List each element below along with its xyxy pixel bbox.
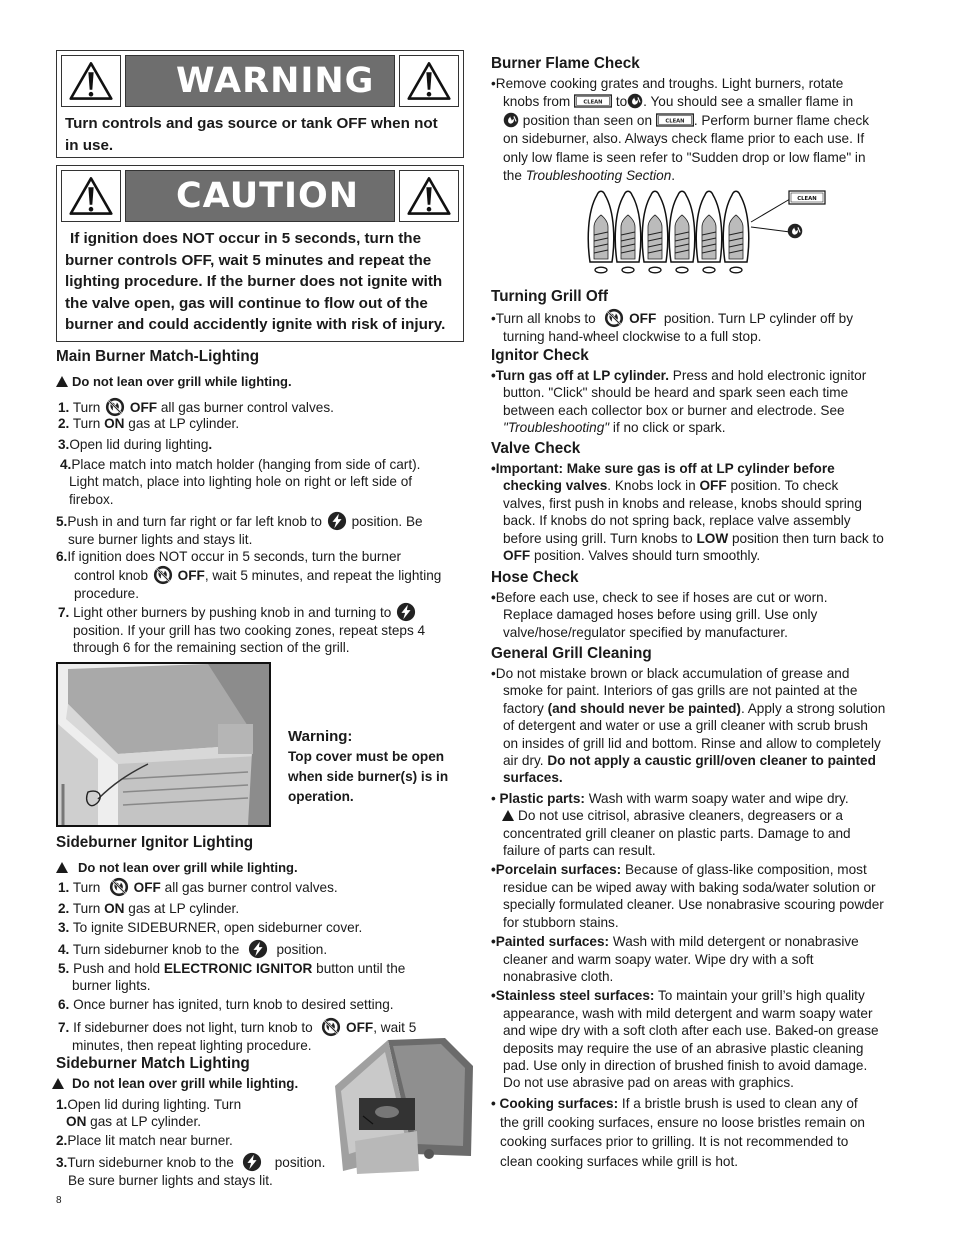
flame-icon (588, 191, 613, 273)
flame-icon (669, 191, 694, 273)
text-line: nonabrasive cloth. (503, 968, 614, 984)
ignitor-step-5 (58, 960, 462, 995)
text-span: Because of glass-like composition, most (624, 862, 867, 878)
photo-warning-line: when side burner(s) is in (288, 769, 449, 784)
text-span: Before each use, check to see if hoses are cut or worn. (495, 590, 828, 605)
step-text: OFF (133, 880, 161, 895)
text-line (491, 807, 911, 824)
ignite-icon (241, 1152, 263, 1172)
main-step-5 (56, 511, 460, 548)
text-line (491, 752, 911, 769)
text-span: . Knobs lock in (607, 478, 696, 494)
photo-warning-line: Top cover must be open (288, 749, 445, 764)
text-line: turning hand-wheel clockwise to a full stop. (503, 329, 762, 344)
step-number: 3. (58, 437, 70, 452)
text-line (491, 547, 911, 564)
text-span: Press and hold electronic ignitor (672, 368, 867, 383)
step-text: Turn sideburner knob to the (72, 942, 240, 957)
match-step-3 (56, 1152, 325, 1189)
step-text: sure burner lights and stays lit. (68, 532, 253, 547)
step-text: Turn sideburner knob to the (67, 1155, 234, 1170)
text-span: checking valves (503, 478, 608, 494)
step-number: 4. (58, 942, 70, 957)
sideburner-ignitor-heading: Sideburner Ignitor Lighting (56, 834, 254, 851)
step-text: all gas burner control valves. (164, 880, 338, 895)
text-line: appearance, wash with mild detergent and warm soapy water (503, 1005, 873, 1021)
main-step-1 (58, 397, 334, 417)
step-number: 1. (58, 400, 70, 415)
main-burner-note (56, 373, 292, 390)
text-span: •Turn all knobs to (491, 311, 596, 326)
text-line: Do not use abrasive pad on areas with graphics. (503, 1075, 794, 1091)
text-line: only low flame is seen refer to "Sudden drop or low flame" in (503, 149, 866, 165)
text-span: . Perform burner flame check (693, 112, 870, 128)
step-text: To ignite SIDEBURNER, open sideburner cover. (72, 920, 363, 935)
text-line (491, 987, 911, 1004)
note-text: Do not lean over grill while lighting. (72, 374, 292, 389)
step-number: 3. (56, 1155, 68, 1170)
text-span: Plastic parts: (499, 790, 585, 806)
text-span: • Cooking surfaces: (491, 1095, 619, 1111)
low-flame-icon (503, 112, 519, 128)
text-span: position. Turn LP cylinder off by (663, 311, 854, 326)
text-line (491, 589, 911, 606)
step-text: burner lights. (72, 978, 151, 994)
text-line (491, 112, 911, 129)
step-text: Be sure burner lights and stays lit. (68, 1173, 273, 1188)
step-text: control knob (74, 568, 149, 584)
low-flame-icon (627, 93, 643, 109)
ignitor-step-6 (58, 996, 394, 1013)
step-text: ON (66, 1114, 87, 1130)
text-span: to (615, 94, 628, 110)
text-span: before using grill. Turn knobs to (503, 530, 693, 546)
text-line (491, 790, 911, 807)
text-line: smoke for paint. Interiors of gas grills are not painted at the (503, 683, 858, 699)
text-line: the grill cooking surfaces, ensure no loose bristles remain on (500, 1114, 865, 1130)
step-text: Place match into match holder (hanging from side of cart). (71, 457, 421, 472)
ignitor-step-4 (58, 939, 327, 959)
sideburner-image (333, 1036, 476, 1176)
clean-knob-icon (656, 113, 694, 127)
text-span: . Apply a strong solution (740, 700, 886, 716)
text-line (491, 1094, 911, 1113)
step-number: 7. (58, 605, 70, 620)
text-span: Do not apply a caustic grill/oven cleaner to painted (547, 753, 876, 769)
step-text: Once burner has ignited, turn knob to desired setting. (73, 997, 394, 1012)
step-number: 6. (56, 549, 68, 564)
step-text: , wait 5 minutes, and repeat the lighting (204, 568, 442, 584)
text-line: the Troubleshooting Section. (503, 168, 676, 184)
warning-triangle-icon (56, 376, 68, 387)
step-text: Turn (72, 880, 101, 895)
ignitor-check-text (491, 367, 911, 437)
ignite-icon (395, 602, 417, 622)
step-text: position. If your grill has two cooking zones, repeat steps 4 (73, 623, 426, 638)
caution-box (56, 165, 464, 342)
step-number: 5. (56, 514, 68, 529)
text-line (491, 367, 911, 384)
text-span: position. Valves should turn smoothly. (530, 548, 761, 564)
match-step-2 (56, 1132, 233, 1149)
warning-box (56, 50, 464, 158)
step-text: all gas burner control valves. (160, 400, 334, 415)
text-line: concentrated grill cleaner on plastic parts. Damage to and (503, 825, 851, 841)
step-number: 7. (58, 1020, 70, 1035)
main-step-2 (58, 415, 239, 432)
text-span: OFF (503, 548, 531, 564)
main-step-4 (60, 456, 460, 508)
text-span: LOW (696, 530, 729, 546)
text-span: "Troubleshooting" (503, 420, 610, 436)
text-span: To maintain your grill’s high quality (657, 988, 865, 1004)
page-number: 8 (56, 1195, 62, 1206)
step-text: , wait 5 (373, 1020, 417, 1035)
text-line: clean cooking surfaces while grill is hot. (500, 1153, 739, 1169)
clean-knob-icon (789, 191, 825, 204)
text-line: valve/hose/regulator specified by manufacturer. (503, 624, 788, 640)
text-span: (and should never be painted) (547, 700, 741, 716)
warning-triangle-icon (61, 55, 121, 107)
ignitor-step-2 (58, 900, 239, 917)
step-number: 2. (58, 416, 70, 431)
step-text: Turn (72, 400, 101, 415)
ignitor-step-1 (58, 877, 338, 897)
text-line (491, 933, 911, 950)
text-span: position than seen on (522, 112, 653, 128)
step-text: button until the (316, 961, 406, 976)
text-line (491, 93, 911, 110)
text-line: surfaces. (503, 770, 563, 786)
text-span: • (491, 790, 500, 806)
main-burner-heading: Main Burner Match-Lighting (56, 348, 260, 365)
step-number: 1. (56, 1097, 68, 1112)
step-text: OFF (129, 400, 158, 415)
step-text: Light other burners by pushing knob in and turning to (73, 605, 392, 620)
text-line: specially formulated cleaner. Use nonabrasive scouring powder (503, 897, 884, 913)
step-number: 1. (58, 880, 70, 895)
step-number: 6. (58, 997, 70, 1012)
text-line (491, 861, 911, 878)
text-span: Troubleshooting Section (525, 168, 672, 184)
step-text: Push in and turn far right or far left knob to (67, 514, 322, 529)
text-span: •Porcelain surfaces: (491, 862, 622, 878)
sideburner-match-heading: Sideburner Match Lighting (56, 1055, 250, 1072)
knob-off-icon (108, 877, 130, 897)
text-span: . You should see a smaller flame in (643, 94, 854, 110)
text-span: Wash with mild detergent or nonabrasive (612, 934, 859, 950)
knob-off-icon (320, 1017, 342, 1037)
caution-triangle-icon (61, 170, 121, 222)
step-text: position. (274, 1155, 326, 1170)
text-span: factory (503, 700, 544, 716)
warning-triangle-icon (56, 862, 68, 873)
burner-flame-heading: Burner Flame Check (491, 55, 640, 72)
text-span: • (491, 590, 496, 605)
text-line: •Important: Make sure gas is off at LP cylinder before (491, 461, 835, 476)
text-line: valves, first push in knobs and release, knobs should spring (503, 495, 862, 511)
ignite-icon (326, 511, 348, 531)
text-line (491, 477, 911, 494)
text-line: cooking surfaces prior to grilling. It is not recommended to (500, 1134, 849, 1150)
text-line: on sideburner, also. Always check flame prior to each use. If (503, 131, 865, 147)
warning-banner-row (61, 55, 459, 107)
caution-title: CAUTION (176, 176, 360, 216)
text-span: knobs from (503, 94, 571, 110)
text-span: position then turn back to (731, 530, 884, 546)
cleaning-text (491, 665, 911, 1171)
step-text: Place lit match near burner. (67, 1133, 233, 1148)
caution-text: If ignition does NOT occur in 5 seconds, turn the burner controls OFF, wait 5 minutes and repeat the lighting procedure. If the burner does not ignite with the valve open, gas will continue to flow out of the burner and could accidently ignite with risk of injury. (65, 230, 446, 333)
text-line: back. If knobs do not spring back, replace valve assembly (503, 513, 851, 529)
text-line (491, 419, 911, 436)
ignitor-step-3 (58, 919, 362, 936)
text-line: •Remove cooking grates and troughs. Light burners, rotate (491, 76, 844, 91)
text-line: and wipe dry with a soft cloth after each use. Baked-on grease (503, 1023, 879, 1039)
grill-photo (56, 662, 271, 827)
step-text: gas at LP cylinder. (128, 901, 240, 916)
sideburner-match-note (52, 1075, 298, 1092)
flame-icon (615, 191, 640, 273)
step-text: ON (104, 901, 125, 916)
step-text: firebox. (69, 491, 114, 507)
step-number: 2. (58, 901, 70, 916)
step-text: through 6 for the remaining section of the grill. (73, 640, 350, 656)
main-step-7 (58, 602, 462, 657)
flame-icon (696, 191, 721, 273)
step-text: OFF (177, 568, 205, 584)
step-text: If ignition does NOT occur in 5 seconds, turn the burner (67, 549, 402, 564)
low-flame-icon (788, 224, 803, 239)
step-text: position. Be (351, 514, 423, 529)
text-line: on insides of grill lid and bottom. Rinse and allow to completely (503, 735, 881, 751)
step-number: 2. (56, 1133, 68, 1148)
warning-triangle-icon (399, 55, 459, 107)
hose-check-text (491, 589, 911, 641)
text-span: position. To check (730, 478, 839, 494)
warning-triangle-icon (52, 1078, 64, 1089)
warning-triangle-icon (502, 810, 514, 821)
text-span: if no click or spark. (612, 420, 726, 436)
text-line (491, 308, 911, 328)
text-line: failure of parts can result. (503, 843, 656, 859)
text-span: If a bristle brush is used to clean any of (621, 1095, 858, 1111)
step-text: procedure. (74, 586, 139, 602)
photo-warning-line: operation. (288, 789, 354, 804)
step-text: gas at LP cylinder. (128, 416, 240, 431)
turning-off-heading: Turning Grill Off (491, 288, 608, 305)
knob-off-icon (152, 565, 174, 585)
valve-check-heading: Valve Check (491, 440, 581, 457)
text-line: of detergent and water or use a grill cleaner with scrub brush (503, 718, 868, 734)
text-line: residue can be wiped away with baking soda/water solution or (503, 879, 876, 895)
clean-knob-icon (574, 94, 612, 108)
ignite-icon (247, 939, 269, 959)
flame-icon (642, 191, 667, 273)
step-number: 3. (58, 920, 70, 935)
step-text: Turn (72, 901, 101, 916)
hose-check-heading: Hose Check (491, 569, 579, 586)
clean-label: CLEAN (797, 196, 817, 203)
text-line (491, 700, 911, 717)
text-span: OFF (629, 311, 657, 326)
step-text: ELECTRONIC IGNITOR (163, 961, 313, 976)
step-text: OFF (346, 1020, 374, 1035)
photo-warning-title: Warning: (288, 728, 353, 745)
note-text: Do not lean over grill while lighting. (72, 1076, 299, 1091)
warning-text: Turn controls and gas source or tank OFF when not in use. (65, 115, 438, 154)
main-step-3: 3.Open lid during lighting. (58, 437, 213, 452)
text-span: OFF (699, 478, 727, 494)
text-span: Do not use citrisol, abrasive cleaners, degreasers or a (518, 808, 843, 824)
sideburner-ignitor-note (56, 859, 298, 876)
text-line: between each collector box or burner and electrode. See (503, 402, 845, 418)
valve-check-text (491, 460, 911, 564)
flame-diagram (585, 187, 835, 277)
step-text: minutes, then repeat lighting procedure. (72, 1038, 312, 1053)
step-text: ON (104, 416, 125, 431)
match-step-1 (56, 1096, 241, 1131)
text-line: cleaner and warm soapy water. Wipe dry with a soft (503, 951, 814, 967)
step-text: position. (276, 942, 328, 957)
text-line: deposits may require the use of an abrasive plastic cleaning (503, 1040, 864, 1056)
text-line: button. "Click" should be heard and spark seen each time (503, 385, 849, 401)
knob-off-icon (104, 397, 126, 417)
text-span: •Painted surfaces: (491, 934, 610, 950)
step-text: Light match, place into lighting hole on right or left side of (69, 474, 413, 490)
text-span: •Turn gas off at LP cylinder. (491, 368, 669, 383)
text-span: air dry. (503, 753, 544, 769)
step-text: If sideburner does not light, turn knob to (73, 1020, 313, 1035)
caution-triangle-icon (399, 170, 459, 222)
step-text: Turn (72, 416, 101, 431)
text-line: •Do not mistake brown or black accumulation of grease and (491, 666, 850, 681)
step-text: Open lid during lighting (69, 437, 209, 452)
cleaning-heading: General Grill Cleaning (491, 645, 652, 662)
text-line: for stubborn stains. (503, 914, 619, 930)
photo-warning (288, 727, 463, 807)
caution-banner (125, 170, 395, 222)
turning-off-text (491, 308, 911, 345)
note-text: Do not lean over grill while lighting. (78, 860, 298, 875)
text-line (491, 530, 911, 547)
text-span: •Stainless steel surfaces: (491, 988, 655, 1004)
warning-banner (125, 55, 395, 107)
step-text: Open lid during lighting. Turn (67, 1097, 242, 1112)
text-line: pad. Use only in direction of brushed finish to avoid damage. (503, 1057, 868, 1073)
warning-title: WARNING (176, 61, 375, 101)
text-line: Replace damaged hoses before using grill. Use only (503, 607, 818, 623)
step-text: Push and hold (73, 961, 161, 976)
text-span: Wash with warm soapy water and wipe dry. (588, 790, 849, 806)
ignitor-check-heading: Ignitor Check (491, 347, 589, 364)
burner-flame-text (491, 75, 911, 184)
knob-off-icon (603, 308, 625, 328)
caution-banner-row (61, 170, 459, 222)
main-step-6 (56, 548, 460, 603)
flame-icon (723, 191, 748, 273)
text-span: the (503, 168, 522, 184)
step-number: 4. (60, 457, 72, 472)
step-number: 5. (58, 961, 70, 976)
step-text: gas at LP cylinder. (90, 1114, 202, 1130)
